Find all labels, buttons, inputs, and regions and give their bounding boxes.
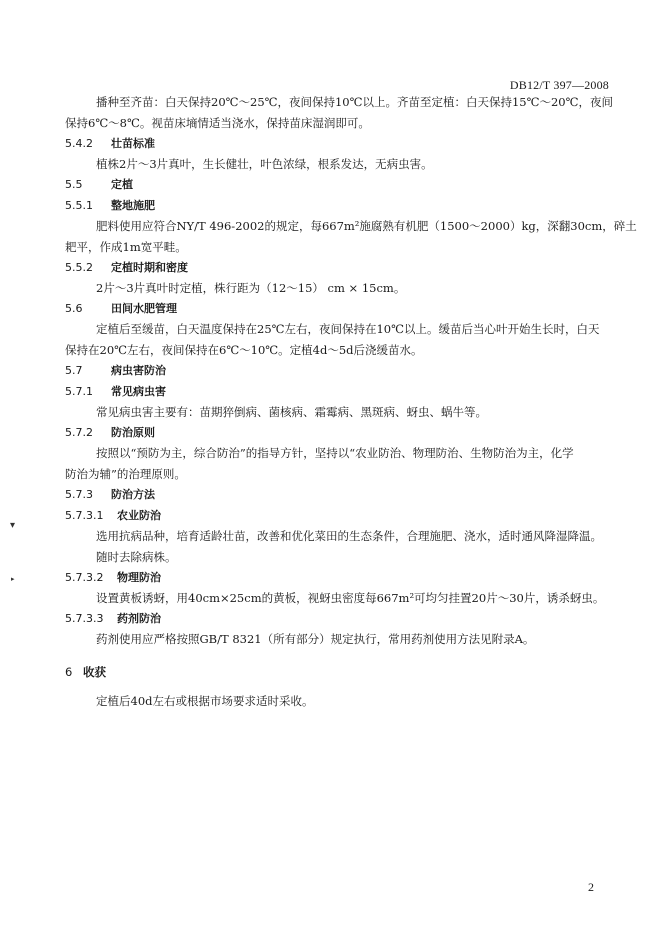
scan-mark: ▸	[11, 575, 15, 583]
paragraph-line: 随时去除病株。	[96, 550, 177, 564]
section-title: 定植时期和密度	[111, 261, 188, 274]
section-title: 收获	[83, 665, 106, 679]
section-heading-5-7-3	[65, 488, 155, 502]
section-number: 5.7.3.2	[65, 571, 104, 584]
section-heading-5-7-3-2	[65, 571, 161, 585]
section-number: 5.7.3.3	[65, 612, 104, 625]
paragraph-line: 保持在20℃左右，夜间保持在6℃～10℃。定植4d～5d后浇缓苗水。	[65, 343, 423, 357]
section-title: 田间水肥管理	[111, 302, 177, 315]
section-title: 农业防治	[117, 509, 161, 522]
section-title: 物理防治	[117, 571, 161, 584]
section-heading-5-7-3-3	[65, 612, 161, 626]
section-title: 病虫害防治	[111, 364, 166, 377]
scan-mark: ▾	[10, 520, 16, 531]
section-number: 5.7.1	[65, 385, 93, 398]
paragraph-line: 保持6℃～8℃。视苗床墒情适当浇水，保持苗床湿润即可。	[65, 116, 370, 130]
paragraph-line: 植株2片～3片真叶，生长健壮，叶色浓绿，根系发达，无病虫害。	[96, 157, 433, 171]
section-number: 5.7.2	[65, 426, 93, 439]
paragraph-line: 常见病虫害主要有：苗期猝倒病、菌核病、霜霉病、黑斑病、蚜虫、蜗牛等。	[96, 405, 487, 419]
section-title: 防治原则	[111, 426, 155, 439]
section-number: 5.7.3	[65, 488, 93, 501]
section-heading-5-7-3-1	[65, 509, 161, 523]
section-title: 壮苗标准	[111, 137, 155, 150]
paragraph-line: 防治为辅”的治理原则。	[65, 467, 186, 481]
section-heading-5-7-1	[65, 385, 166, 399]
section-title: 定植	[111, 178, 133, 191]
section-number: 5.7.3.1	[65, 509, 104, 522]
paragraph-line: 耙平，作成1m宽平畦。	[65, 240, 187, 254]
section-number: 5.5.2	[65, 261, 93, 274]
section-title: 药剂防治	[117, 612, 161, 625]
paragraph-line: 选用抗病品种，培育适龄壮苗，改善和优化菜田的生态条件，合理施肥、浇水，适时通风降湿降温。	[96, 529, 602, 543]
section-number: 5.7	[65, 364, 83, 377]
paragraph-line: 药剂使用应严格按照GB/T 8321（所有部分）规定执行，常用药剂使用方法见附录A。	[96, 632, 535, 646]
section-heading-5-6	[65, 302, 177, 316]
section-title: 整地施肥	[111, 199, 155, 212]
section-title: 防治方法	[111, 488, 155, 501]
paragraph-line: 设置黄板诱蚜，用40cm×25cm的黄板，视蚜虫密度每667m²可均匀挂置20片～30片，诱杀蚜虫。	[96, 591, 605, 605]
section-heading-5-5-1	[65, 199, 155, 213]
standard-code: DB12/T 397—2008	[509, 78, 609, 92]
paragraph-line: 定植后40d左右或根据市场要求适时采收。	[96, 694, 314, 708]
section-number: 5.5	[65, 178, 83, 191]
section-number: 5.4.2	[65, 137, 93, 150]
section-heading-5-7-2	[65, 426, 155, 440]
paragraph-line: 肥料使用应符合NY/T 496-2002的规定，每667m²施腐熟有机肥（1500～2000）kg，深翻30cm，碎土	[96, 219, 637, 233]
section-number: 5.6	[65, 302, 83, 315]
section-heading-5-5-2	[65, 261, 188, 275]
section-title: 常见病虫害	[111, 385, 166, 398]
paragraph-line: 2片～3片真叶时定植，株行距为（12～15） cm × 15cm。	[96, 281, 406, 295]
section-heading-5-7	[65, 364, 166, 378]
section-heading-5-4-2	[65, 137, 155, 151]
section-heading-5-5	[65, 178, 133, 192]
section-heading-6	[65, 665, 106, 679]
paragraph-line: 定植后至缓苗，白天温度保持在25℃左右，夜间保持在10℃以上。缓苗后当心叶开始生长时，白天	[96, 322, 600, 336]
section-number: 6	[65, 665, 73, 679]
paragraph-line: 按照以“预防为主，综合防治”的指导方针，坚持以“农业防治、物理防治、生物防治为主，化学	[96, 446, 574, 460]
section-number: 5.5.1	[65, 199, 93, 212]
paragraph-line: 播种至齐苗：白天保持20℃～25℃，夜间保持10℃以上。齐苗至定植：白天保持15℃～20℃，夜间	[96, 95, 613, 109]
page-number: 2	[588, 880, 594, 894]
